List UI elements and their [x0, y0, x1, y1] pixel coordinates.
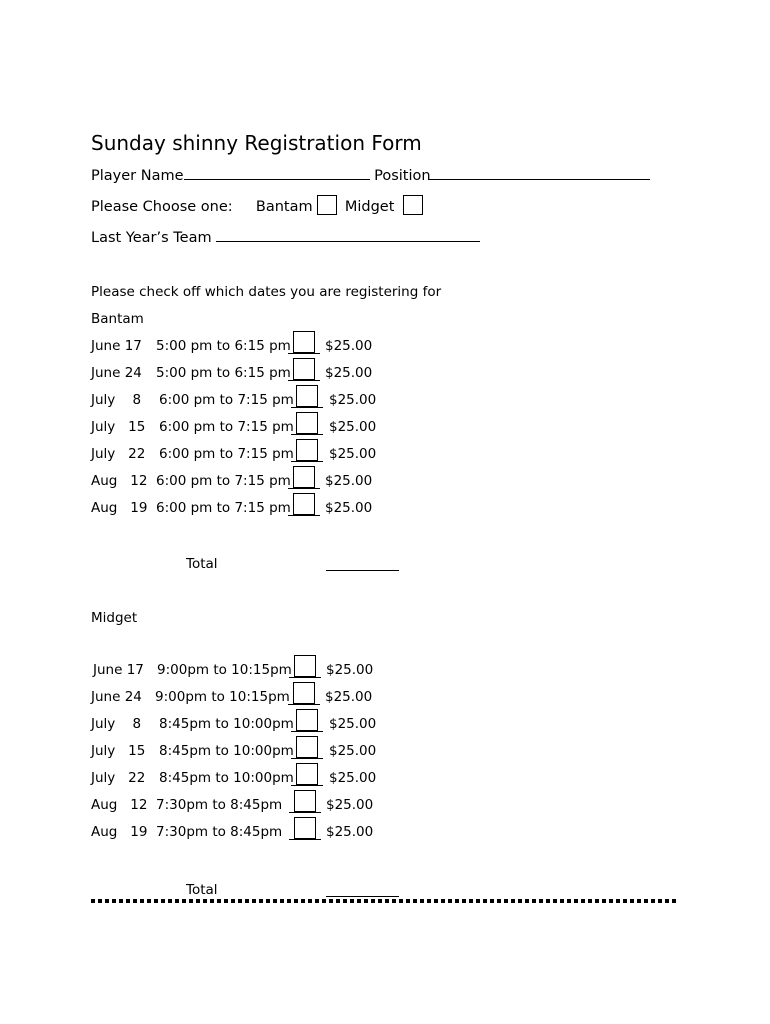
midget-option-label: Midget — [344, 199, 395, 215]
schedule-date: July 15 — [91, 419, 146, 435]
checkbox-underline — [291, 461, 323, 462]
checkbox-square — [294, 655, 316, 677]
schedule-date: June 24 — [91, 365, 142, 381]
schedule-price: $25.00 — [326, 797, 374, 813]
checkbox-square — [293, 682, 315, 704]
date-checkbox[interactable] — [288, 466, 320, 489]
midget-total-field[interactable] — [326, 882, 399, 897]
bantam-heading: Bantam — [91, 311, 144, 327]
checkbox-square — [296, 736, 318, 758]
date-checkbox[interactable] — [291, 736, 323, 759]
schedule-date: Aug 19 — [91, 500, 148, 516]
checkbox-underline — [288, 515, 320, 516]
checkbox-underline — [289, 812, 321, 813]
checkbox-square — [293, 493, 315, 515]
bantam-checkbox[interactable] — [317, 195, 337, 215]
schedule-time: 5:00 pm to 6:15 pm — [156, 338, 291, 354]
bantam-total-field[interactable] — [326, 556, 399, 571]
schedule-price: $25.00 — [325, 365, 373, 381]
position-field[interactable] — [428, 165, 650, 180]
midget-heading: Midget — [91, 610, 138, 626]
schedule-price: $25.00 — [325, 473, 373, 489]
date-checkbox[interactable] — [288, 331, 320, 354]
date-checkbox[interactable] — [288, 358, 320, 381]
schedule-date: June 17 — [91, 338, 142, 354]
schedule-date: Aug 12 — [91, 797, 148, 813]
schedule-price: $25.00 — [325, 689, 373, 705]
schedule-price: $25.00 — [329, 770, 377, 786]
schedule-time: 8:45pm to 10:00pm — [159, 716, 294, 732]
last-team-label: Last Year’s Team — [91, 230, 212, 246]
schedule-time: 6:00 pm to 7:15 pm — [159, 446, 294, 462]
checkbox-underline — [288, 704, 320, 705]
checkbox-underline — [288, 353, 320, 354]
bantam-total-label: Total — [186, 556, 218, 572]
schedule-date: Aug 12 — [91, 473, 148, 489]
date-checkbox[interactable] — [289, 817, 321, 840]
date-checkbox[interactable] — [289, 790, 321, 813]
checkbox-square — [293, 466, 315, 488]
checkbox-square — [296, 439, 318, 461]
checkbox-underline — [291, 731, 323, 732]
checkbox-square — [293, 358, 315, 380]
checkbox-underline — [288, 380, 320, 381]
checkbox-square — [296, 412, 318, 434]
last-team-row — [91, 227, 480, 246]
schedule-date: June 17 — [93, 662, 144, 678]
schedule-price: $25.00 — [326, 824, 374, 840]
date-checkbox[interactable] — [291, 763, 323, 786]
schedule-date: July 22 — [91, 446, 146, 462]
checkbox-underline — [289, 839, 321, 840]
choose-label: Please Choose one: — [91, 199, 233, 215]
schedule-date: July 15 — [91, 743, 146, 759]
schedule-price: $25.00 — [329, 392, 377, 408]
checkbox-square — [294, 817, 316, 839]
schedule-price: $25.00 — [326, 662, 374, 678]
schedule-price: $25.00 — [329, 716, 377, 732]
date-checkbox[interactable] — [291, 385, 323, 408]
schedule-time: 8:45pm to 10:00pm — [159, 770, 294, 786]
schedule-time: 5:00 pm to 6:15 pm — [156, 365, 291, 381]
checkbox-square — [294, 790, 316, 812]
schedule-time: 7:30pm to 8:45pm — [156, 824, 283, 840]
player-name-field[interactable] — [184, 165, 370, 180]
checkbox-square — [296, 385, 318, 407]
checkbox-square — [296, 763, 318, 785]
schedule-time: 6:00 pm to 7:15 pm — [159, 392, 294, 408]
date-checkbox[interactable] — [291, 709, 323, 732]
schedule-time: 6:00 pm to 7:15 pm — [156, 500, 291, 516]
schedule-time: 9:00pm to 10:15pm — [157, 662, 292, 678]
checkbox-underline — [291, 407, 323, 408]
checkbox-underline — [289, 677, 321, 678]
checkbox-underline — [291, 434, 323, 435]
schedule-time: 6:00 pm to 7:15 pm — [156, 473, 291, 489]
checkbox-square — [296, 709, 318, 731]
date-checkbox[interactable] — [288, 682, 320, 705]
schedule-date: July 8 — [91, 716, 142, 732]
schedule-date: July 22 — [91, 770, 146, 786]
checkbox-underline — [291, 785, 323, 786]
dotted-separator — [91, 899, 677, 903]
schedule-price: $25.00 — [329, 446, 377, 462]
checkbox-underline — [291, 758, 323, 759]
date-checkbox[interactable] — [289, 655, 321, 678]
player-name-label: Player Name — [91, 168, 184, 184]
midget-checkbox[interactable] — [403, 195, 423, 215]
choose-row — [91, 195, 423, 215]
checkbox-underline — [288, 488, 320, 489]
form-title: Sunday shinny Registration Form — [91, 131, 422, 155]
schedule-date: July 8 — [91, 392, 142, 408]
schedule-time: 7:30pm to 8:45pm — [156, 797, 283, 813]
schedule-time: 6:00 pm to 7:15 pm — [159, 419, 294, 435]
bantam-option-label: Bantam — [255, 199, 313, 215]
player-name-row — [91, 165, 650, 184]
schedule-time: 9:00pm to 10:15pm — [155, 689, 290, 705]
date-checkbox[interactable] — [291, 412, 323, 435]
midget-total-label: Total — [186, 882, 218, 898]
instructions: Please check off which dates you are registering for — [91, 284, 442, 300]
schedule-price: $25.00 — [329, 743, 377, 759]
schedule-time: 8:45pm to 10:00pm — [159, 743, 294, 759]
schedule-date: Aug 19 — [91, 824, 148, 840]
position-label: Position — [374, 168, 431, 184]
date-checkbox[interactable] — [291, 439, 323, 462]
checkbox-square — [293, 331, 315, 353]
schedule-date: June 24 — [91, 689, 142, 705]
schedule-price: $25.00 — [325, 500, 373, 516]
date-checkbox[interactable] — [288, 493, 320, 516]
schedule-price: $25.00 — [329, 419, 377, 435]
last-team-field[interactable] — [216, 227, 480, 242]
schedule-price: $25.00 — [325, 338, 373, 354]
